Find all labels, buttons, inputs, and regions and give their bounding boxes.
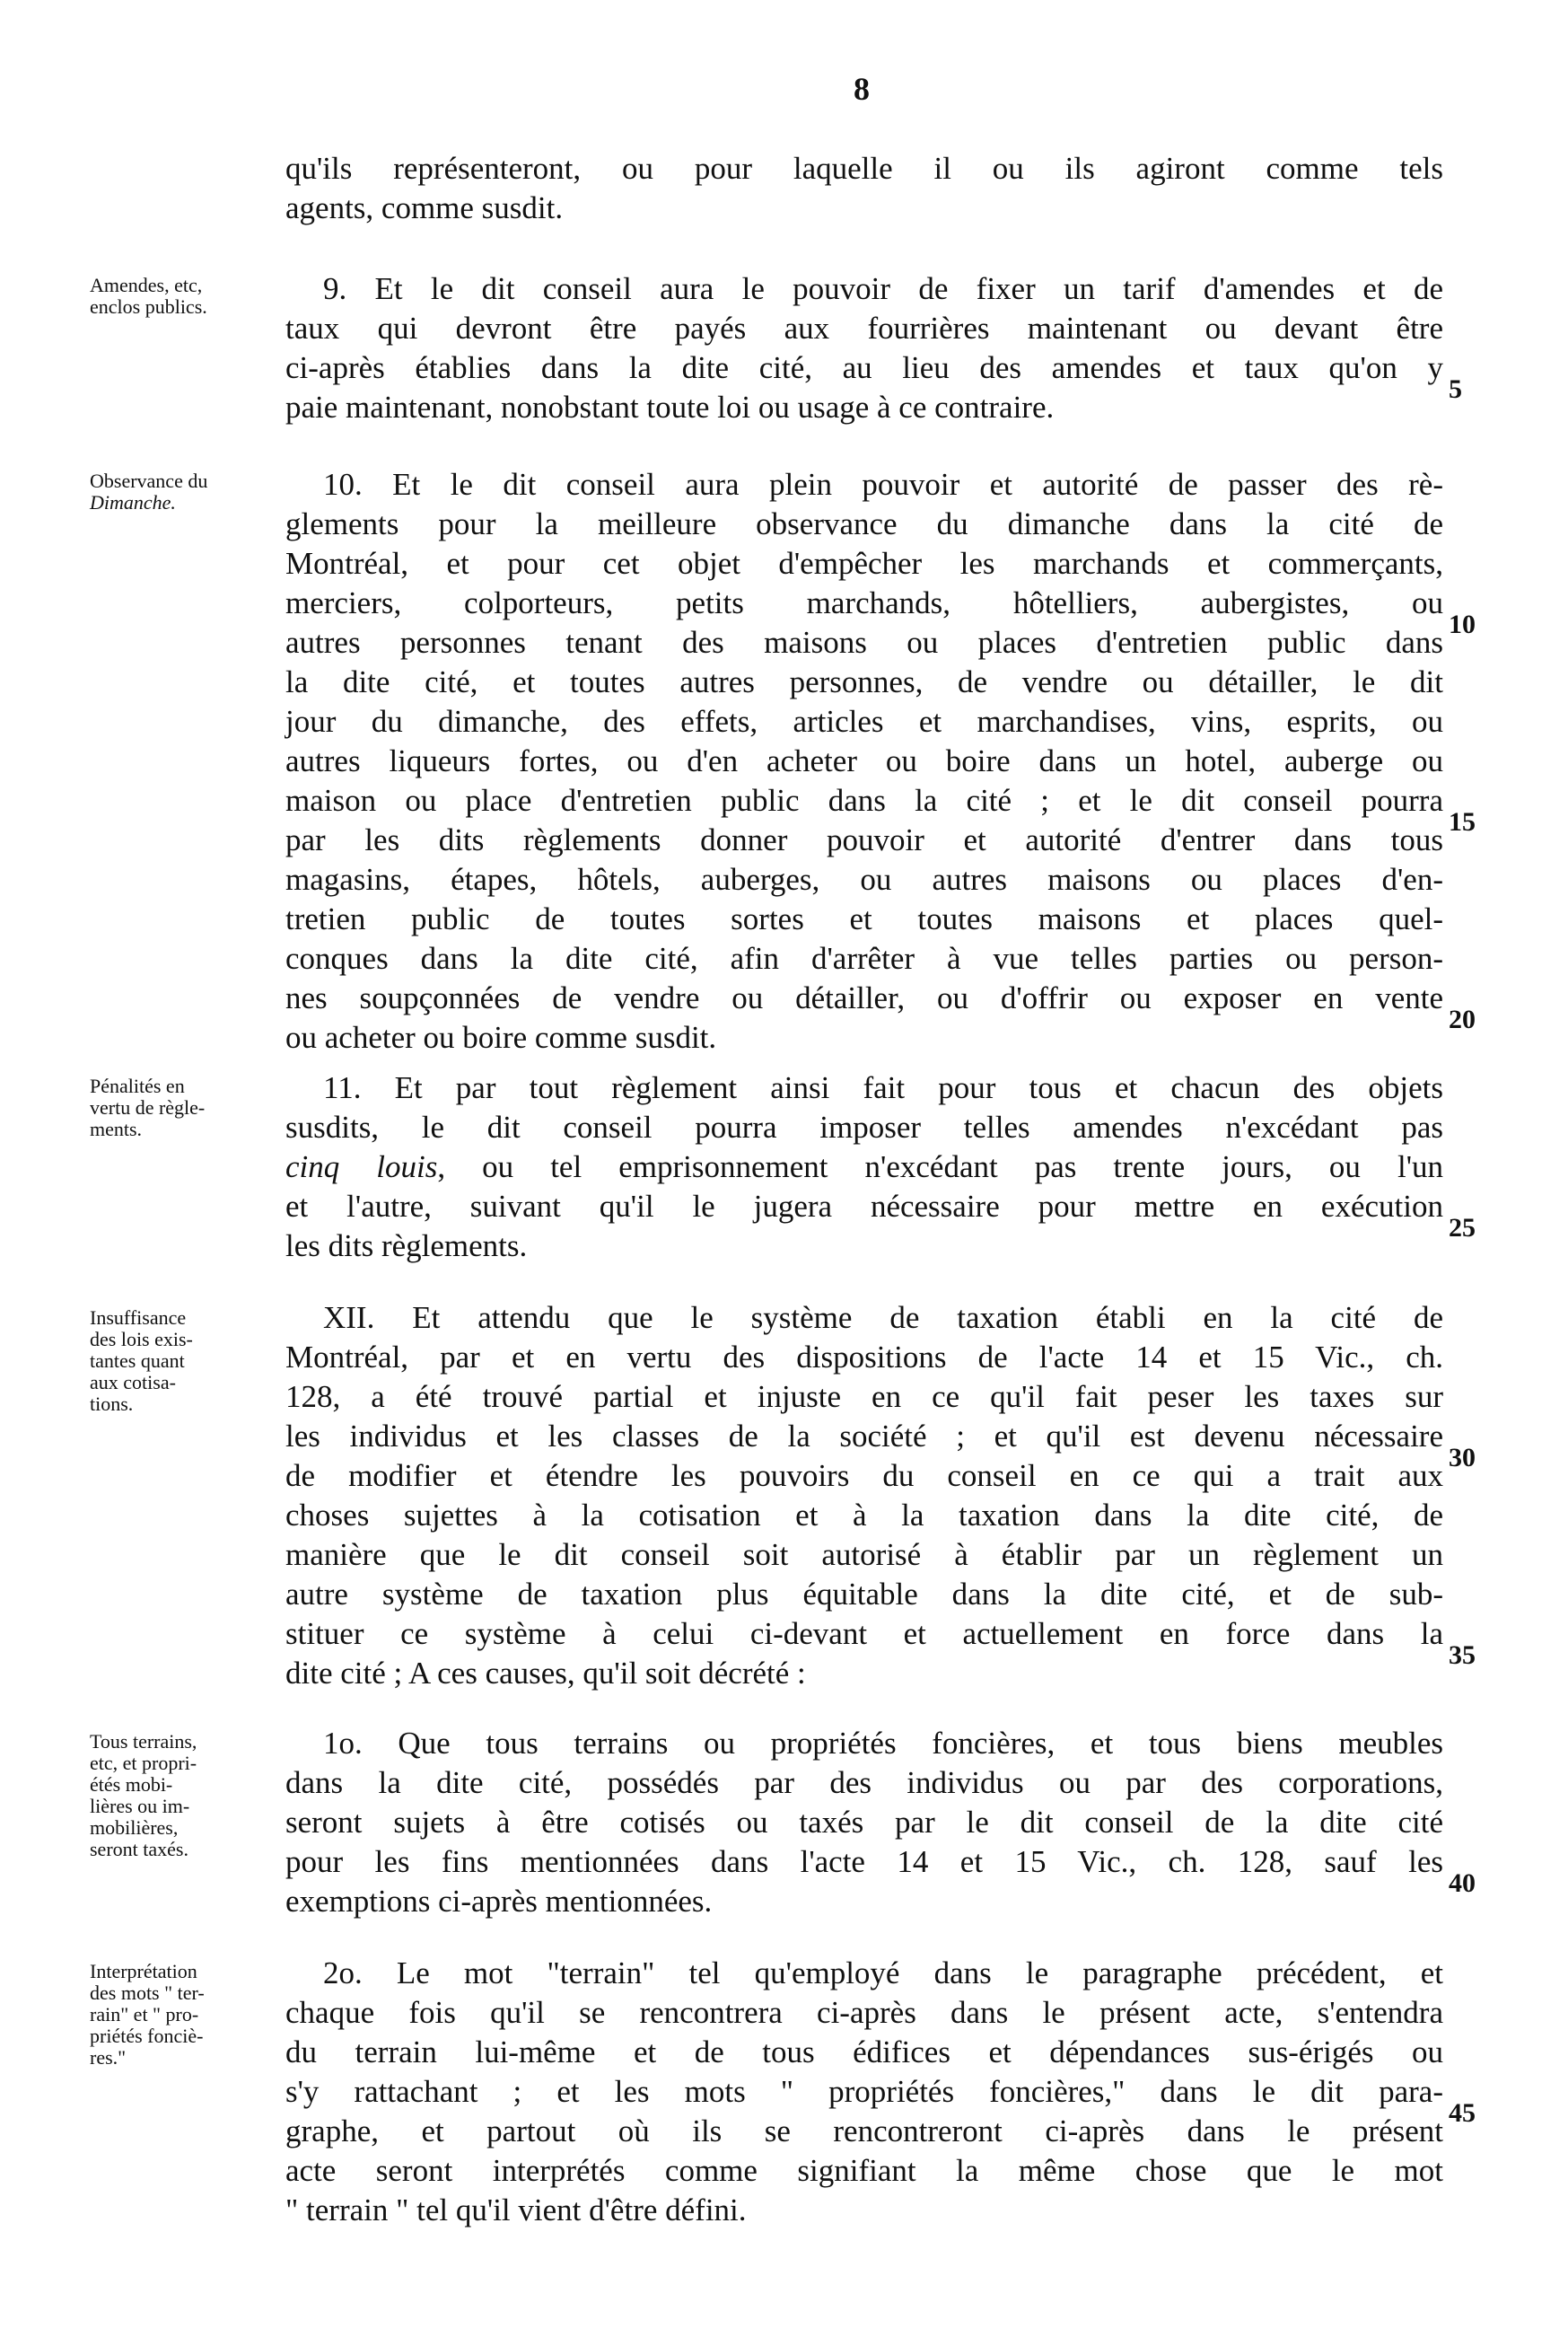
text-line: Montréal, par et en vertu des dispositions de l'acte 14 et 15 Vic., ch. xyxy=(285,1340,1443,1375)
text-line: ci-après établies dans la dite cité, au lieu des amendes et taux qu'on y xyxy=(285,350,1443,385)
text-line: merciers, colporteurs, petits marchands, hôtelliers, aubergistes, ou xyxy=(285,585,1443,620)
margin-note-line: Tous terrains, xyxy=(90,1730,197,1753)
margin-note-line: des lois exis- xyxy=(90,1328,193,1350)
margin-note-line: vertu de règle- xyxy=(90,1096,206,1119)
text-line: du terrain lui-même et de tous édifices et dépendances sus-érigés ou xyxy=(285,2034,1443,2069)
text-line: qu'ils représenteront, ou pour laquelle il ou ils agiront comme tels xyxy=(285,151,1443,186)
margin-note-line: Dimanche. xyxy=(90,491,176,514)
margin-note xyxy=(90,470,269,514)
margin-note-line: mobilières, xyxy=(90,1816,179,1839)
line-number: 45 xyxy=(1449,2098,1476,2128)
margin-note-line: seront taxés. xyxy=(90,1838,188,1860)
line-number: 35 xyxy=(1449,1640,1476,1670)
text-line: jour du dimanche, des effets, articles et marchandises, vins, esprits, ou xyxy=(285,704,1443,739)
line-number: 20 xyxy=(1449,1005,1476,1034)
text-line: cinq louis, ou tel emprisonnement n'excédant pas trente jours, ou l'un xyxy=(285,1149,1443,1184)
margin-note-line: Amendes, etc, xyxy=(90,274,203,296)
line-number: 10 xyxy=(1449,610,1476,639)
text-line: tretien public de toutes sortes et toutes maisons et places quel- xyxy=(285,901,1443,936)
text-line: dite cité ; A ces causes, qu'il soit décrété : xyxy=(285,1656,806,1691)
margin-note-line: priétés fonciè- xyxy=(90,2025,204,2047)
text-line: de modifier et étendre les pouvoirs du conseil en ce qui a trait aux xyxy=(285,1458,1443,1493)
text-line: ou acheter ou boire comme susdit. xyxy=(285,1020,717,1055)
text-line: nes soupçonnées de vendre ou détailler, ou d'offrir ou exposer en vente xyxy=(285,980,1443,1015)
text-line: susdits, le dit conseil pourra imposer telles amendes n'excédant pas xyxy=(285,1110,1443,1145)
text-line: 10. Et le dit conseil aura plein pouvoir et autorité de passer des rè- xyxy=(323,467,1443,502)
text-line: maison ou place d'entretien public dans la cité ; et le dit conseil pourra xyxy=(285,783,1443,818)
italic-phrase: cinq louis xyxy=(285,1149,438,1184)
article-text xyxy=(285,1068,1443,1266)
text-line: autres personnes tenant des maisons ou places d'entretien public dans xyxy=(285,625,1443,660)
text-line: agents, comme susdit. xyxy=(285,190,564,225)
margin-note-line: des mots " ter- xyxy=(90,1981,205,2004)
margin-note-line: étés mobi- xyxy=(90,1773,173,1796)
margin-note-line: res." xyxy=(90,2046,127,2069)
text-line: XII. Et attendu que le système de taxation établi en la cité de xyxy=(323,1300,1443,1335)
margin-note xyxy=(90,1076,269,1140)
article-text xyxy=(285,1724,1443,1921)
margin-note xyxy=(90,1731,269,1860)
text-line: Montréal, et pour cet objet d'empêcher les marchands et commerçants, xyxy=(285,546,1443,581)
text-line: pour les fins mentionnées dans l'acte 14 et 15 Vic., ch. 128, sauf les xyxy=(285,1844,1443,1879)
text-line: les individus et les classes de la société ; et qu'il est devenu nécessaire xyxy=(285,1419,1443,1454)
margin-note-line: Observance du xyxy=(90,470,208,492)
text-line: 128, a été trouvé partial et injuste en ce qu'il fait peser les taxes sur xyxy=(285,1379,1443,1414)
line-number: 30 xyxy=(1449,1443,1476,1472)
text-line: les dits règlements. xyxy=(285,1228,528,1263)
text-line: graphe, et partout où ils se rencontreront ci-après dans le présent xyxy=(285,2113,1443,2148)
text-line: chaque fois qu'il se rencontrera ci-après dans le présent acte, s'entendra xyxy=(285,1995,1443,2030)
text-line: stituer ce système à celui ci-devant et actuellement en force dans la xyxy=(285,1616,1443,1651)
opening-paragraph xyxy=(285,149,1443,228)
margin-note xyxy=(90,1961,269,2069)
page-number: 8 xyxy=(854,71,870,107)
text-line: dans la dite cité, possédés par des individus ou par des corporations, xyxy=(285,1765,1443,1800)
text-line: choses sujettes à la cotisation et à la taxation dans la dite cité, de xyxy=(285,1498,1443,1533)
margin-note-line: Interprétation xyxy=(90,1960,197,1982)
text-line: 11. Et par tout règlement ainsi fait pour tous et chacun des objets xyxy=(323,1070,1443,1105)
text-line: magasins, étapes, hôtels, auberges, ou autres maisons ou places d'en- xyxy=(285,862,1443,897)
margin-note-line: aux cotisa- xyxy=(90,1371,176,1393)
text-line: et l'autre, suivant qu'il le jugera nécessaire pour mettre en exécution xyxy=(285,1189,1443,1224)
margin-note-line: rain" et " pro- xyxy=(90,2003,199,2025)
margin-note-line: Pénalités en xyxy=(90,1075,185,1097)
line-number: 5 xyxy=(1449,374,1462,404)
line-number: 25 xyxy=(1449,1213,1476,1243)
line-number: 40 xyxy=(1449,1868,1476,1898)
text-line: 1o. Que tous terrains ou propriétés foncières, et tous biens meubles xyxy=(323,1726,1443,1761)
text-line: exemptions ci-après mentionnées. xyxy=(285,1884,713,1919)
text-line: par les dits règlements donner pouvoir et autorité d'entrer dans tous xyxy=(285,822,1443,857)
text-line: autre système de taxation plus équitable dans la dite cité, et de sub- xyxy=(285,1577,1443,1612)
text-line: " terrain " tel qu'il vient d'être défini. xyxy=(285,2192,747,2227)
margin-note xyxy=(90,1307,269,1415)
margin-note-line: Insuffisance xyxy=(90,1306,187,1329)
text-line: acte seront interprétés comme signifiant la même chose que le mot xyxy=(285,2153,1443,2188)
article-text xyxy=(285,465,1443,1058)
text-line: glements pour la meilleure observance du dimanche dans la cité de xyxy=(285,506,1443,541)
margin-note-line: etc, et propri- xyxy=(90,1752,197,1774)
line-number: 15 xyxy=(1449,807,1476,837)
text-line: autres liqueurs fortes, ou d'en acheter ou boire dans un hotel, auberge ou xyxy=(285,743,1443,778)
text-line: taux qui devront être payés aux fourrières maintenant ou devant être xyxy=(285,311,1443,346)
text-line: 9. Et le dit conseil aura le pouvoir de fixer un tarif d'amendes et de xyxy=(323,271,1443,306)
text-line: s'y rattachant ; et les mots " propriétés foncières," dans le dit para- xyxy=(285,2074,1443,2109)
article-text xyxy=(285,1954,1443,2230)
margin-note-line: lières ou im- xyxy=(90,1795,190,1817)
article-text xyxy=(285,269,1443,427)
margin-note xyxy=(90,275,269,318)
text-line: la dite cité, et toutes autres personnes, de vendre ou détailler, le dit xyxy=(285,664,1443,699)
article-text xyxy=(285,1298,1443,1693)
margin-note-line: tions. xyxy=(90,1393,134,1415)
margin-note-line: enclos publics. xyxy=(90,295,207,318)
text-line: seront sujets à être cotisés ou taxés par le dit conseil de la dite cité xyxy=(285,1805,1443,1840)
text-line: manière que le dit conseil soit autorisé à établir par un règlement un xyxy=(285,1537,1443,1572)
text-line: paie maintenant, nonobstant toute loi ou usage à ce contraire. xyxy=(285,390,1055,425)
margin-note-line: ments. xyxy=(90,1118,143,1140)
text-line: conques dans la dite cité, afin d'arrêter à vue telles parties ou person- xyxy=(285,941,1443,976)
text-line: 2o. Le mot "terrain" tel qu'employé dans le paragraphe précédent, et xyxy=(323,1955,1443,1990)
margin-note-line: tantes quant xyxy=(90,1349,185,1372)
